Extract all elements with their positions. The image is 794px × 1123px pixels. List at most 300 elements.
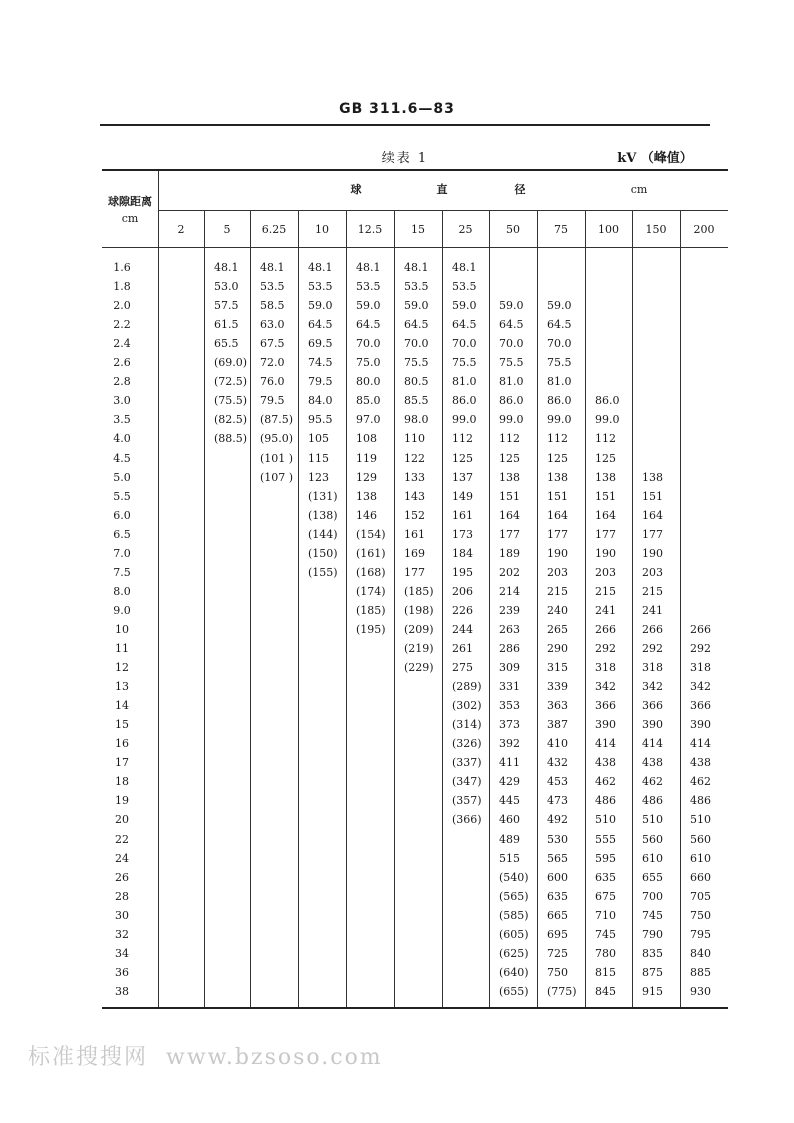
table-cell-voltage: 67.5 <box>260 337 285 351</box>
table-cell-voltage: 275 <box>452 661 473 675</box>
table-cell-voltage: 265 <box>547 622 568 636</box>
row-gap-label: 6.0 <box>113 508 131 522</box>
table-cell-voltage: 510 <box>595 813 616 827</box>
column-header-diameter: 2 <box>177 223 185 236</box>
column-header-diameter: 100 <box>598 223 619 236</box>
table-cell-voltage: 152 <box>404 508 425 522</box>
table-cell-voltage: 177 <box>642 527 663 541</box>
table-cell-voltage: 438 <box>642 756 663 770</box>
row-gap-label: 7.5 <box>113 565 131 579</box>
table-cell-voltage: 600 <box>547 870 568 884</box>
row-gap-label: 2.6 <box>113 356 131 370</box>
table-cell-voltage: 460 <box>499 813 520 827</box>
watermark-text: 标准搜搜网 <box>28 1045 149 1070</box>
table-cell-voltage: 675 <box>595 889 616 903</box>
table-cell-voltage: 112 <box>547 432 568 446</box>
table-cell-voltage: 48.1 <box>308 261 333 274</box>
table-cell-voltage: 123 <box>308 470 329 484</box>
table-cell-voltage: 486 <box>690 794 711 808</box>
row-gap-label: 18 <box>115 775 129 789</box>
table-cell-voltage: 530 <box>547 832 568 846</box>
table-cell-voltage: 835 <box>642 946 663 960</box>
table-cell-voltage: 725 <box>547 946 568 960</box>
table-cell-voltage: 151 <box>499 489 520 503</box>
table-cell-voltage: 64.5 <box>452 318 477 332</box>
table-cell-voltage: (775) <box>547 984 577 998</box>
table-cell-voltage: 138 <box>595 470 616 484</box>
row-label-column-border <box>158 171 159 1007</box>
column-border <box>585 210 586 1007</box>
table-cell-voltage: 108 <box>356 432 377 446</box>
table-cell-voltage: (131) <box>308 489 338 503</box>
group-header-unit: cm <box>630 183 648 196</box>
row-gap-label: 24 <box>115 851 129 865</box>
table-cell-voltage: 241 <box>642 603 663 617</box>
column-border <box>632 210 633 1007</box>
table-cell-voltage: (161) <box>356 546 386 560</box>
table-cell-voltage: 149 <box>452 489 473 503</box>
table-cell-voltage: 411 <box>499 756 520 770</box>
table-cell-voltage: (185) <box>404 584 434 598</box>
table-cell-voltage: 133 <box>404 470 425 484</box>
table-cell-voltage: 48.1 <box>356 261 381 274</box>
row-gap-label: 4.0 <box>113 432 131 446</box>
table-cell-voltage: 309 <box>499 661 520 675</box>
table-cell-voltage: 112 <box>499 432 520 446</box>
table-cell-voltage: 59.0 <box>356 299 381 313</box>
table-cell-voltage: 70.0 <box>499 337 524 351</box>
row-gap-label: 3.5 <box>113 413 131 427</box>
table-cell-voltage: 214 <box>499 584 520 598</box>
column-header-diameter: 10 <box>315 223 329 236</box>
table-cell-voltage: 64.5 <box>547 318 572 332</box>
table-cell-voltage: 560 <box>690 832 711 846</box>
table-cell-voltage: 125 <box>452 451 473 465</box>
table-cell-voltage: 85.5 <box>404 394 429 408</box>
row-header-unit: cm <box>121 212 139 225</box>
table-cell-voltage: 215 <box>642 584 663 598</box>
row-gap-label: 28 <box>115 889 129 903</box>
row-gap-label: 10 <box>115 622 129 636</box>
table-cell-voltage: 410 <box>547 737 568 751</box>
table-cell-voltage: 342 <box>595 680 616 694</box>
table-cell-voltage: 57.5 <box>214 299 239 313</box>
table-cell-voltage: 815 <box>595 965 616 979</box>
column-header-diameter: 15 <box>411 223 425 236</box>
table-cell-voltage: 429 <box>499 775 520 789</box>
table-cell-voltage: 414 <box>642 737 663 751</box>
table-cell-voltage: 70.0 <box>452 337 477 351</box>
table-cell-voltage: 99.0 <box>547 413 572 427</box>
table-cell-voltage: 390 <box>595 718 616 732</box>
table-cell-voltage: 53.0 <box>214 280 239 294</box>
table-cell-voltage: 75.0 <box>356 356 381 370</box>
table-cell-voltage: (640) <box>499 965 529 979</box>
column-border <box>442 210 443 1007</box>
table-cell-voltage: (107 ) <box>260 470 294 484</box>
table-cell-voltage: (219) <box>404 642 434 655</box>
table-cell-voltage: 53.5 <box>356 280 381 294</box>
table-cell-voltage: 750 <box>547 965 568 979</box>
table-cell-voltage: 81.0 <box>452 375 477 389</box>
table-cell-voltage: 65.5 <box>214 337 239 351</box>
table-cell-voltage: 86.0 <box>452 394 477 408</box>
row-gap-label: 2.8 <box>113 375 131 389</box>
table-cell-voltage: 510 <box>642 813 663 827</box>
table-cell-voltage: (357) <box>452 794 482 808</box>
table-cell-voltage: 79.5 <box>260 394 285 408</box>
table-cell-voltage: 80.5 <box>404 375 429 389</box>
table-cell-voltage: 845 <box>595 984 616 998</box>
column-border <box>250 210 251 1007</box>
table-cell-voltage: 61.5 <box>214 318 239 332</box>
table-cell-voltage: (326) <box>452 737 482 751</box>
table-cell-voltage: 263 <box>499 622 520 636</box>
table-cell-voltage: 885 <box>690 965 711 979</box>
table-cell-voltage: 75.5 <box>404 356 429 370</box>
table-cell-voltage: 565 <box>547 851 568 865</box>
table-cell-voltage: 610 <box>642 851 663 865</box>
table-cell-voltage: (229) <box>404 661 434 675</box>
table-cell-voltage: 151 <box>595 489 616 503</box>
table-cell-voltage: 164 <box>642 508 663 522</box>
group-header-char-1: 球 <box>350 183 362 196</box>
table-cell-voltage: 99.0 <box>499 413 524 427</box>
table-cell-voltage: 177 <box>404 565 425 579</box>
table-cell-voltage: 266 <box>595 622 616 636</box>
row-gap-label: 8.0 <box>113 584 131 598</box>
table-cell-voltage: 64.5 <box>404 318 429 332</box>
table-cell-voltage: 161 <box>404 527 425 541</box>
row-gap-label: 36 <box>115 965 129 979</box>
table-cell-voltage: 745 <box>595 927 616 941</box>
table-cell-voltage: 489 <box>499 832 520 846</box>
table-cell-voltage: (540) <box>499 870 529 884</box>
table-cell-voltage: 173 <box>452 527 473 541</box>
row-gap-label: 11 <box>115 642 129 655</box>
column-header-diameter: 75 <box>554 223 568 236</box>
column-header-diameter: 12.5 <box>357 223 383 236</box>
table-cell-voltage: 292 <box>595 642 616 655</box>
table-cell-voltage: (625) <box>499 946 529 960</box>
table-cell-voltage: 64.5 <box>499 318 524 332</box>
table-cell-voltage: (95.0) <box>260 432 294 446</box>
table-cell-voltage: 164 <box>499 508 520 522</box>
table-cell-voltage: 81.0 <box>499 375 524 389</box>
table-cell-voltage: 105 <box>308 432 329 446</box>
table-cell-voltage: 750 <box>690 908 711 922</box>
column-header-diameter: 25 <box>458 223 473 236</box>
table-cell-voltage: (138) <box>308 508 338 522</box>
column-border <box>394 210 395 1007</box>
table-cell-voltage: 239 <box>499 603 520 617</box>
table-cell-voltage: 261 <box>452 642 473 655</box>
table-cell-voltage: 342 <box>690 680 711 694</box>
table-cell-voltage: (174) <box>356 584 386 598</box>
table-cell-voltage: 665 <box>547 908 568 922</box>
table-cell-voltage: 432 <box>547 756 568 770</box>
table-cell-voltage: 414 <box>595 737 616 751</box>
table-cell-voltage: (302) <box>452 699 482 713</box>
table-cell-voltage: 414 <box>690 737 711 751</box>
table-cell-voltage: 164 <box>547 508 568 522</box>
table-cell-voltage: 59.0 <box>547 299 572 313</box>
table-cell-voltage: 137 <box>452 470 473 484</box>
table-cell-voltage: 515 <box>499 851 520 865</box>
table-cell-voltage: 390 <box>642 718 663 732</box>
table-cell-voltage: 215 <box>547 584 568 598</box>
column-border <box>537 210 538 1007</box>
standard-header: GB 311.6—83 <box>339 101 455 117</box>
table-cell-voltage: 75.5 <box>452 356 477 370</box>
table-cell-voltage: 635 <box>595 870 616 884</box>
table-cell-voltage: (72.5) <box>214 375 248 389</box>
table-cell-voltage: 241 <box>595 603 616 617</box>
table-cell-voltage: 462 <box>595 775 616 789</box>
table-cell-voltage: 161 <box>452 508 473 522</box>
column-header-diameter: 6.25 <box>261 223 287 236</box>
row-gap-label: 9.0 <box>113 603 131 617</box>
table-cell-voltage: 164 <box>595 508 616 522</box>
table-cell-voltage: 203 <box>642 565 663 579</box>
table-cell-voltage: 292 <box>642 642 663 655</box>
table-cell-voltage: 486 <box>595 794 616 808</box>
table-cell-voltage: 59.0 <box>499 299 524 313</box>
table-cell-voltage: 76.0 <box>260 375 285 389</box>
table-cell-voltage: 53.5 <box>452 280 477 294</box>
table-cell-voltage: 125 <box>499 451 520 465</box>
table-cell-voltage: (144) <box>308 527 338 541</box>
table-cell-voltage: 366 <box>690 699 711 713</box>
table-cell-voltage: 115 <box>308 451 329 465</box>
table-cell-voltage: (69.0) <box>214 356 248 370</box>
table-cell-voltage: 215 <box>595 584 616 598</box>
table-cell-voltage: 177 <box>547 527 568 541</box>
table-cell-voltage: 86.0 <box>595 394 620 408</box>
table-cell-voltage: 112 <box>452 432 473 446</box>
row-gap-label: 17 <box>115 756 129 770</box>
table-cell-voltage: 177 <box>595 527 616 541</box>
table-cell-voltage: 392 <box>499 737 520 751</box>
table-cell-voltage: (565) <box>499 889 529 903</box>
row-gap-label: 22 <box>115 832 129 846</box>
table-cell-voltage: 72.0 <box>260 356 285 370</box>
row-gap-label: 2.0 <box>113 299 131 313</box>
table-cell-voltage: 840 <box>690 946 711 960</box>
column-border <box>489 210 490 1007</box>
table-cell-voltage: 390 <box>690 718 711 732</box>
table-cell-voltage: 177 <box>499 527 520 541</box>
row-gap-label: 34 <box>115 946 129 960</box>
table-cell-voltage: 555 <box>595 832 616 846</box>
table-cell-voltage: 99.0 <box>595 413 620 427</box>
table-cell-voltage: 84.0 <box>308 394 333 408</box>
column-header-divider <box>102 247 728 248</box>
table-cell-voltage: 151 <box>547 489 568 503</box>
column-header-diameter: 150 <box>645 223 667 236</box>
row-gap-label: 14 <box>115 699 129 713</box>
row-gap-label: 32 <box>115 927 129 941</box>
table-cell-voltage: 70.0 <box>547 337 572 351</box>
table-cell-voltage: 122 <box>404 451 425 465</box>
table-cell-voltage: (289) <box>452 680 482 694</box>
table-cell-voltage: 290 <box>547 642 568 655</box>
table-cell-voltage: (75.5) <box>214 394 248 408</box>
table-cell-voltage: 266 <box>642 622 663 636</box>
column-border <box>298 210 299 1007</box>
table-cell-voltage: 125 <box>547 451 568 465</box>
table-cell-voltage: 80.0 <box>356 375 381 389</box>
table-cell-voltage: 318 <box>595 661 616 675</box>
table-cell-voltage: 203 <box>547 565 568 579</box>
table-cell-voltage: 226 <box>452 603 473 617</box>
table-cell-voltage: (150) <box>308 546 338 560</box>
table-cell-voltage: 710 <box>595 908 616 922</box>
table-cell-voltage: 48.1 <box>260 261 285 274</box>
table-cell-voltage: (209) <box>404 622 434 636</box>
table-cell-voltage: 53.5 <box>308 280 333 294</box>
table-cell-voltage: 95.5 <box>308 413 333 427</box>
table-cell-voltage: 453 <box>547 775 568 789</box>
table-cell-voltage: 438 <box>690 756 711 770</box>
table-cell-voltage: 339 <box>547 680 568 694</box>
row-gap-label: 7.0 <box>113 546 131 560</box>
table-cell-voltage: 79.5 <box>308 375 333 389</box>
table-cell-voltage: (314) <box>452 718 482 732</box>
table-cell-voltage: 492 <box>547 813 568 827</box>
table-cell-voltage: 138 <box>499 470 520 484</box>
table-cell-voltage: 99.0 <box>452 413 477 427</box>
table-cell-voltage: 169 <box>404 546 425 560</box>
table-cell-voltage: 59.0 <box>308 299 333 313</box>
column-border <box>204 210 205 1007</box>
table-cell-voltage: 445 <box>499 794 520 808</box>
table-cell-voltage: (101 ) <box>260 451 294 465</box>
table-cell-voltage: 202 <box>499 565 520 579</box>
table-cell-voltage: 86.0 <box>547 394 572 408</box>
voltage-table <box>102 169 728 1009</box>
row-gap-label: 5.0 <box>113 470 131 484</box>
table-cell-voltage: 48.1 <box>452 261 477 274</box>
watermark-url: www.bzsoso.com <box>166 1045 383 1070</box>
table-cell-voltage: 373 <box>499 718 520 732</box>
table-cell-voltage: 189 <box>499 546 520 560</box>
watermark <box>28 1040 383 1071</box>
row-gap-label: 3.0 <box>113 394 131 408</box>
table-cell-voltage: 59.0 <box>404 299 429 313</box>
table-cell-voltage: 318 <box>690 661 711 675</box>
table-cell-voltage: 184 <box>452 546 473 560</box>
row-gap-label: 13 <box>115 680 129 694</box>
table-cell-voltage: (337) <box>452 756 482 770</box>
table-cell-voltage: 560 <box>642 832 663 846</box>
column-border <box>680 210 681 1007</box>
row-gap-label: 15 <box>115 718 129 732</box>
table-cell-voltage: 915 <box>642 984 663 998</box>
table-cell-voltage: 353 <box>499 699 520 713</box>
table-cell-voltage: 85.0 <box>356 394 381 408</box>
table-cell-voltage: 151 <box>642 489 663 503</box>
table-cell-voltage: 342 <box>642 680 663 694</box>
table-cell-voltage: 58.5 <box>260 299 285 313</box>
table-cell-voltage: 240 <box>547 603 568 617</box>
table-cell-voltage: 59.0 <box>452 299 477 313</box>
table-cell-voltage: 98.0 <box>404 413 429 427</box>
table-cell-voltage: 53.5 <box>404 280 429 294</box>
row-gap-label: 1.8 <box>113 280 131 294</box>
row-gap-label: 26 <box>115 870 129 884</box>
table-cell-voltage: 119 <box>356 451 377 465</box>
row-gap-label: 6.5 <box>113 527 131 541</box>
table-cell-voltage: 315 <box>547 661 568 675</box>
column-header-diameter: 200 <box>693 223 715 236</box>
table-cell-voltage: 206 <box>452 584 473 598</box>
table-caption: 续表 1 <box>381 151 429 166</box>
table-cell-voltage: 203 <box>595 565 616 579</box>
table-cell-voltage: 366 <box>642 699 663 713</box>
table-cell-voltage: (198) <box>404 603 434 617</box>
table-cell-voltage: 790 <box>642 927 663 941</box>
table-cell-voltage: 195 <box>452 565 473 579</box>
table-cell-voltage: 745 <box>642 908 663 922</box>
table-cell-voltage: (605) <box>499 927 529 941</box>
column-header-diameter: 5 <box>223 223 231 236</box>
table-cell-voltage: 125 <box>595 451 616 465</box>
table-cell-voltage: 190 <box>595 546 616 560</box>
table-cell-voltage: 70.0 <box>356 337 381 351</box>
table-cell-voltage: 655 <box>642 870 663 884</box>
table-cell-voltage: 75.5 <box>499 356 524 370</box>
table-cell-voltage: 363 <box>547 699 568 713</box>
table-cell-voltage: (87.5) <box>260 413 294 427</box>
table-cell-voltage: 70.0 <box>404 337 429 351</box>
table-cell-voltage: 110 <box>404 432 425 446</box>
table-cell-voltage: 86.0 <box>499 394 524 408</box>
table-cell-voltage: 138 <box>356 489 377 503</box>
table-cell-voltage: 138 <box>642 470 663 484</box>
top-rule <box>100 124 710 126</box>
table-cell-voltage: 930 <box>690 984 711 998</box>
table-cell-voltage: 292 <box>690 642 711 655</box>
table-cell-voltage: 331 <box>499 680 520 694</box>
table-cell-voltage: 146 <box>356 508 377 522</box>
table-cell-voltage: 286 <box>499 642 520 655</box>
row-gap-label: 38 <box>115 984 129 998</box>
table-cell-voltage: 595 <box>595 851 616 865</box>
table-cell-voltage: 138 <box>547 470 568 484</box>
table-cell-voltage: 695 <box>547 927 568 941</box>
table-cell-voltage: (655) <box>499 984 529 998</box>
table-cell-voltage: 705 <box>690 889 711 903</box>
table-cell-voltage: 462 <box>642 775 663 789</box>
column-header-diameter: 50 <box>506 223 520 236</box>
row-gap-label: 1.6 <box>113 261 131 274</box>
table-cell-voltage: 795 <box>690 927 711 941</box>
group-header-char-2: 直 <box>436 183 448 196</box>
row-gap-label: 20 <box>115 813 129 827</box>
row-header-label: 球隙距离 <box>108 195 152 208</box>
table-cell-voltage: (185) <box>356 603 386 617</box>
row-gap-label: 30 <box>115 908 129 922</box>
table-cell-voltage: 780 <box>595 946 616 960</box>
table-cell-voltage: (168) <box>356 565 386 579</box>
table-cell-voltage: 112 <box>595 432 616 446</box>
table-cell-voltage: 53.5 <box>260 280 285 294</box>
table-cell-voltage: 74.5 <box>308 356 333 370</box>
table-cell-voltage: 48.1 <box>404 261 429 274</box>
row-gap-label: 19 <box>115 794 129 808</box>
row-gap-label: 4.5 <box>113 451 131 465</box>
